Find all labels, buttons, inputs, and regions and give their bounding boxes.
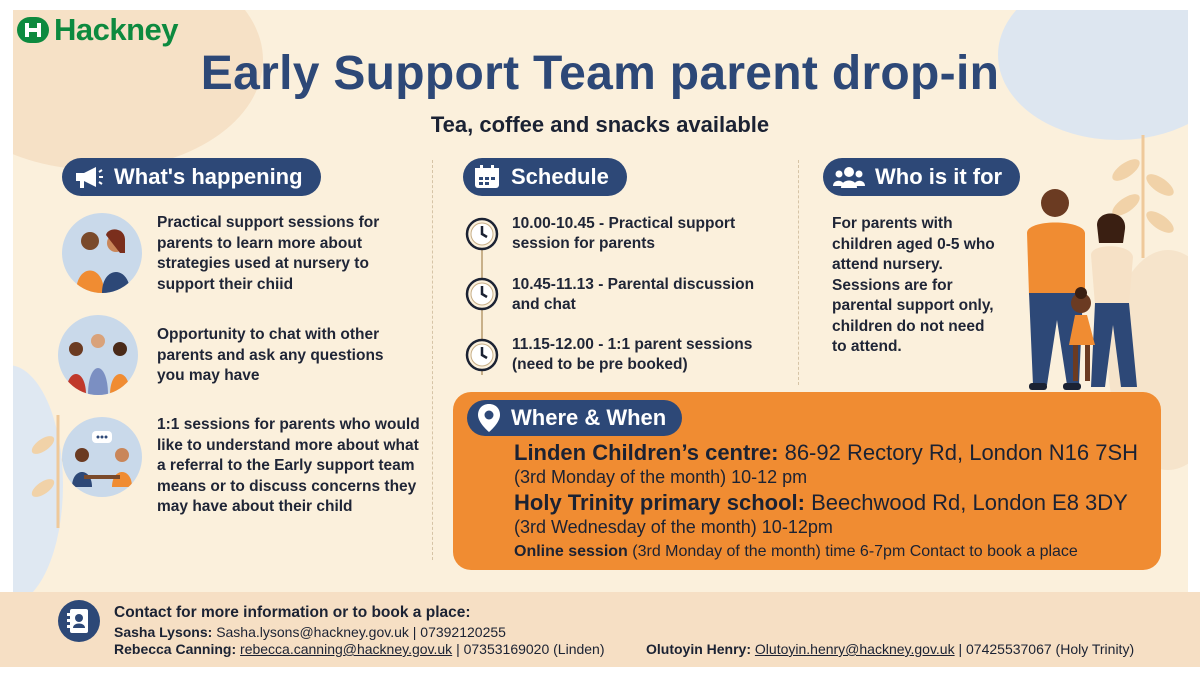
contact-book-icon bbox=[58, 600, 100, 642]
whats-happening-item-2: Opportunity to chat with other parents and ask any questions you may have bbox=[157, 326, 384, 384]
megaphone-icon bbox=[72, 164, 104, 190]
online-session-line bbox=[514, 543, 1078, 561]
contact-sasha-name: Sasha Lysons: bbox=[114, 624, 213, 640]
contact-heading: Contact for more information or to book a place: bbox=[114, 604, 471, 621]
location-pin-icon bbox=[477, 403, 501, 433]
contact-sasha bbox=[114, 624, 506, 640]
family-illustration bbox=[1005, 185, 1155, 395]
schedule-item-1: 10.00-10.45 - Practical support session for parents bbox=[512, 215, 736, 252]
hackney-logo bbox=[16, 12, 178, 48]
one-to-one-session-illustration bbox=[62, 417, 142, 497]
page-title: Early Support Team parent drop-in bbox=[200, 47, 1000, 100]
where-and-when-heading bbox=[467, 400, 682, 436]
column-divider bbox=[798, 160, 799, 385]
schedule-heading bbox=[463, 158, 627, 196]
contact-olutoyin-name: Olutoyin Henry: bbox=[646, 641, 752, 657]
column-divider bbox=[432, 160, 433, 560]
whats-happening-item-1: Practical support sessions for parents to learn more about strategies used at nursery to support their chiid bbox=[157, 214, 380, 293]
whats-happening-heading bbox=[62, 158, 321, 196]
contact-olutoyin-phone: | 07425537067 (Holy Trinity) bbox=[958, 641, 1135, 657]
venue-2-name: Holy Trinity primary school: bbox=[514, 490, 805, 515]
logo-text: Hackney bbox=[54, 12, 179, 47]
clock-icon bbox=[465, 277, 499, 311]
who-is-it-for-label: Who is it for bbox=[875, 164, 1003, 189]
who-is-it-for-text: For parents with children aged 0-5 who attend nursery. Sessions are for parental support only, children do not need to attend. bbox=[832, 215, 995, 355]
venue-2-time: (3rd Wednesday of the month) 10-12pm bbox=[514, 517, 833, 537]
parents-chatting-illustration bbox=[62, 213, 142, 293]
schedule-label: Schedule bbox=[511, 164, 609, 189]
people-icon bbox=[833, 164, 865, 190]
venue-2-address: Beechwood Rd, London E8 3DY bbox=[811, 490, 1128, 515]
contact-rebecca-name: Rebecca Canning: bbox=[114, 641, 237, 657]
who-is-it-for-heading bbox=[823, 158, 1020, 196]
online-session-text: (3rd Monday of the month) time 6-7pm Contact to book a place bbox=[632, 543, 1078, 560]
contact-olutoyin bbox=[646, 641, 1134, 657]
venue-1-name: Linden Children’s centre: bbox=[514, 440, 779, 465]
contact-sasha-email[interactable]: Sasha.lysons@hackney.gov.uk bbox=[216, 624, 409, 640]
venue-1-address: 86-92 Rectory Rd, London N16 7SH bbox=[784, 440, 1139, 465]
clock-icon bbox=[465, 338, 499, 372]
contact-olutoyin-email[interactable]: Olutoyin.henry@hackney.gov.uk bbox=[754, 641, 955, 657]
venue-1-time: (3rd Monday of the month) 10-12 pm bbox=[514, 467, 808, 487]
clock-icon bbox=[465, 217, 499, 251]
schedule-item-2: 10.45-11.13 - Parental discussion and chat bbox=[512, 276, 755, 313]
contact-rebecca-email[interactable]: rebecca.canning@hackney.gov.uk bbox=[240, 641, 453, 657]
contact-rebecca bbox=[114, 641, 605, 657]
where-and-when-label: Where & When bbox=[511, 405, 667, 430]
group-discussion-illustration bbox=[58, 315, 138, 395]
contact-rebecca-phone: | 07353169020 (Linden) bbox=[456, 641, 605, 657]
whats-happening-label: What's happening bbox=[114, 164, 303, 189]
venue-1-line bbox=[514, 440, 1138, 466]
calendar-icon bbox=[473, 164, 501, 190]
page-subtitle: Tea, coffee and snacks available bbox=[430, 112, 770, 137]
venue-2-line bbox=[514, 490, 1128, 516]
schedule-item-3: 11.15-12.00 - 1:1 parent sessions (need to be pre booked) bbox=[512, 336, 753, 373]
contact-sasha-phone: | 07392120255 bbox=[412, 624, 506, 640]
hackney-logo-mark-icon bbox=[16, 15, 50, 45]
online-session-label: Online session bbox=[514, 543, 628, 560]
whats-happening-item-3: 1:1 sessions for parents who would like to understand more about what a referral to the Early support team means or to discuss concerns they may have about their child bbox=[157, 416, 420, 515]
